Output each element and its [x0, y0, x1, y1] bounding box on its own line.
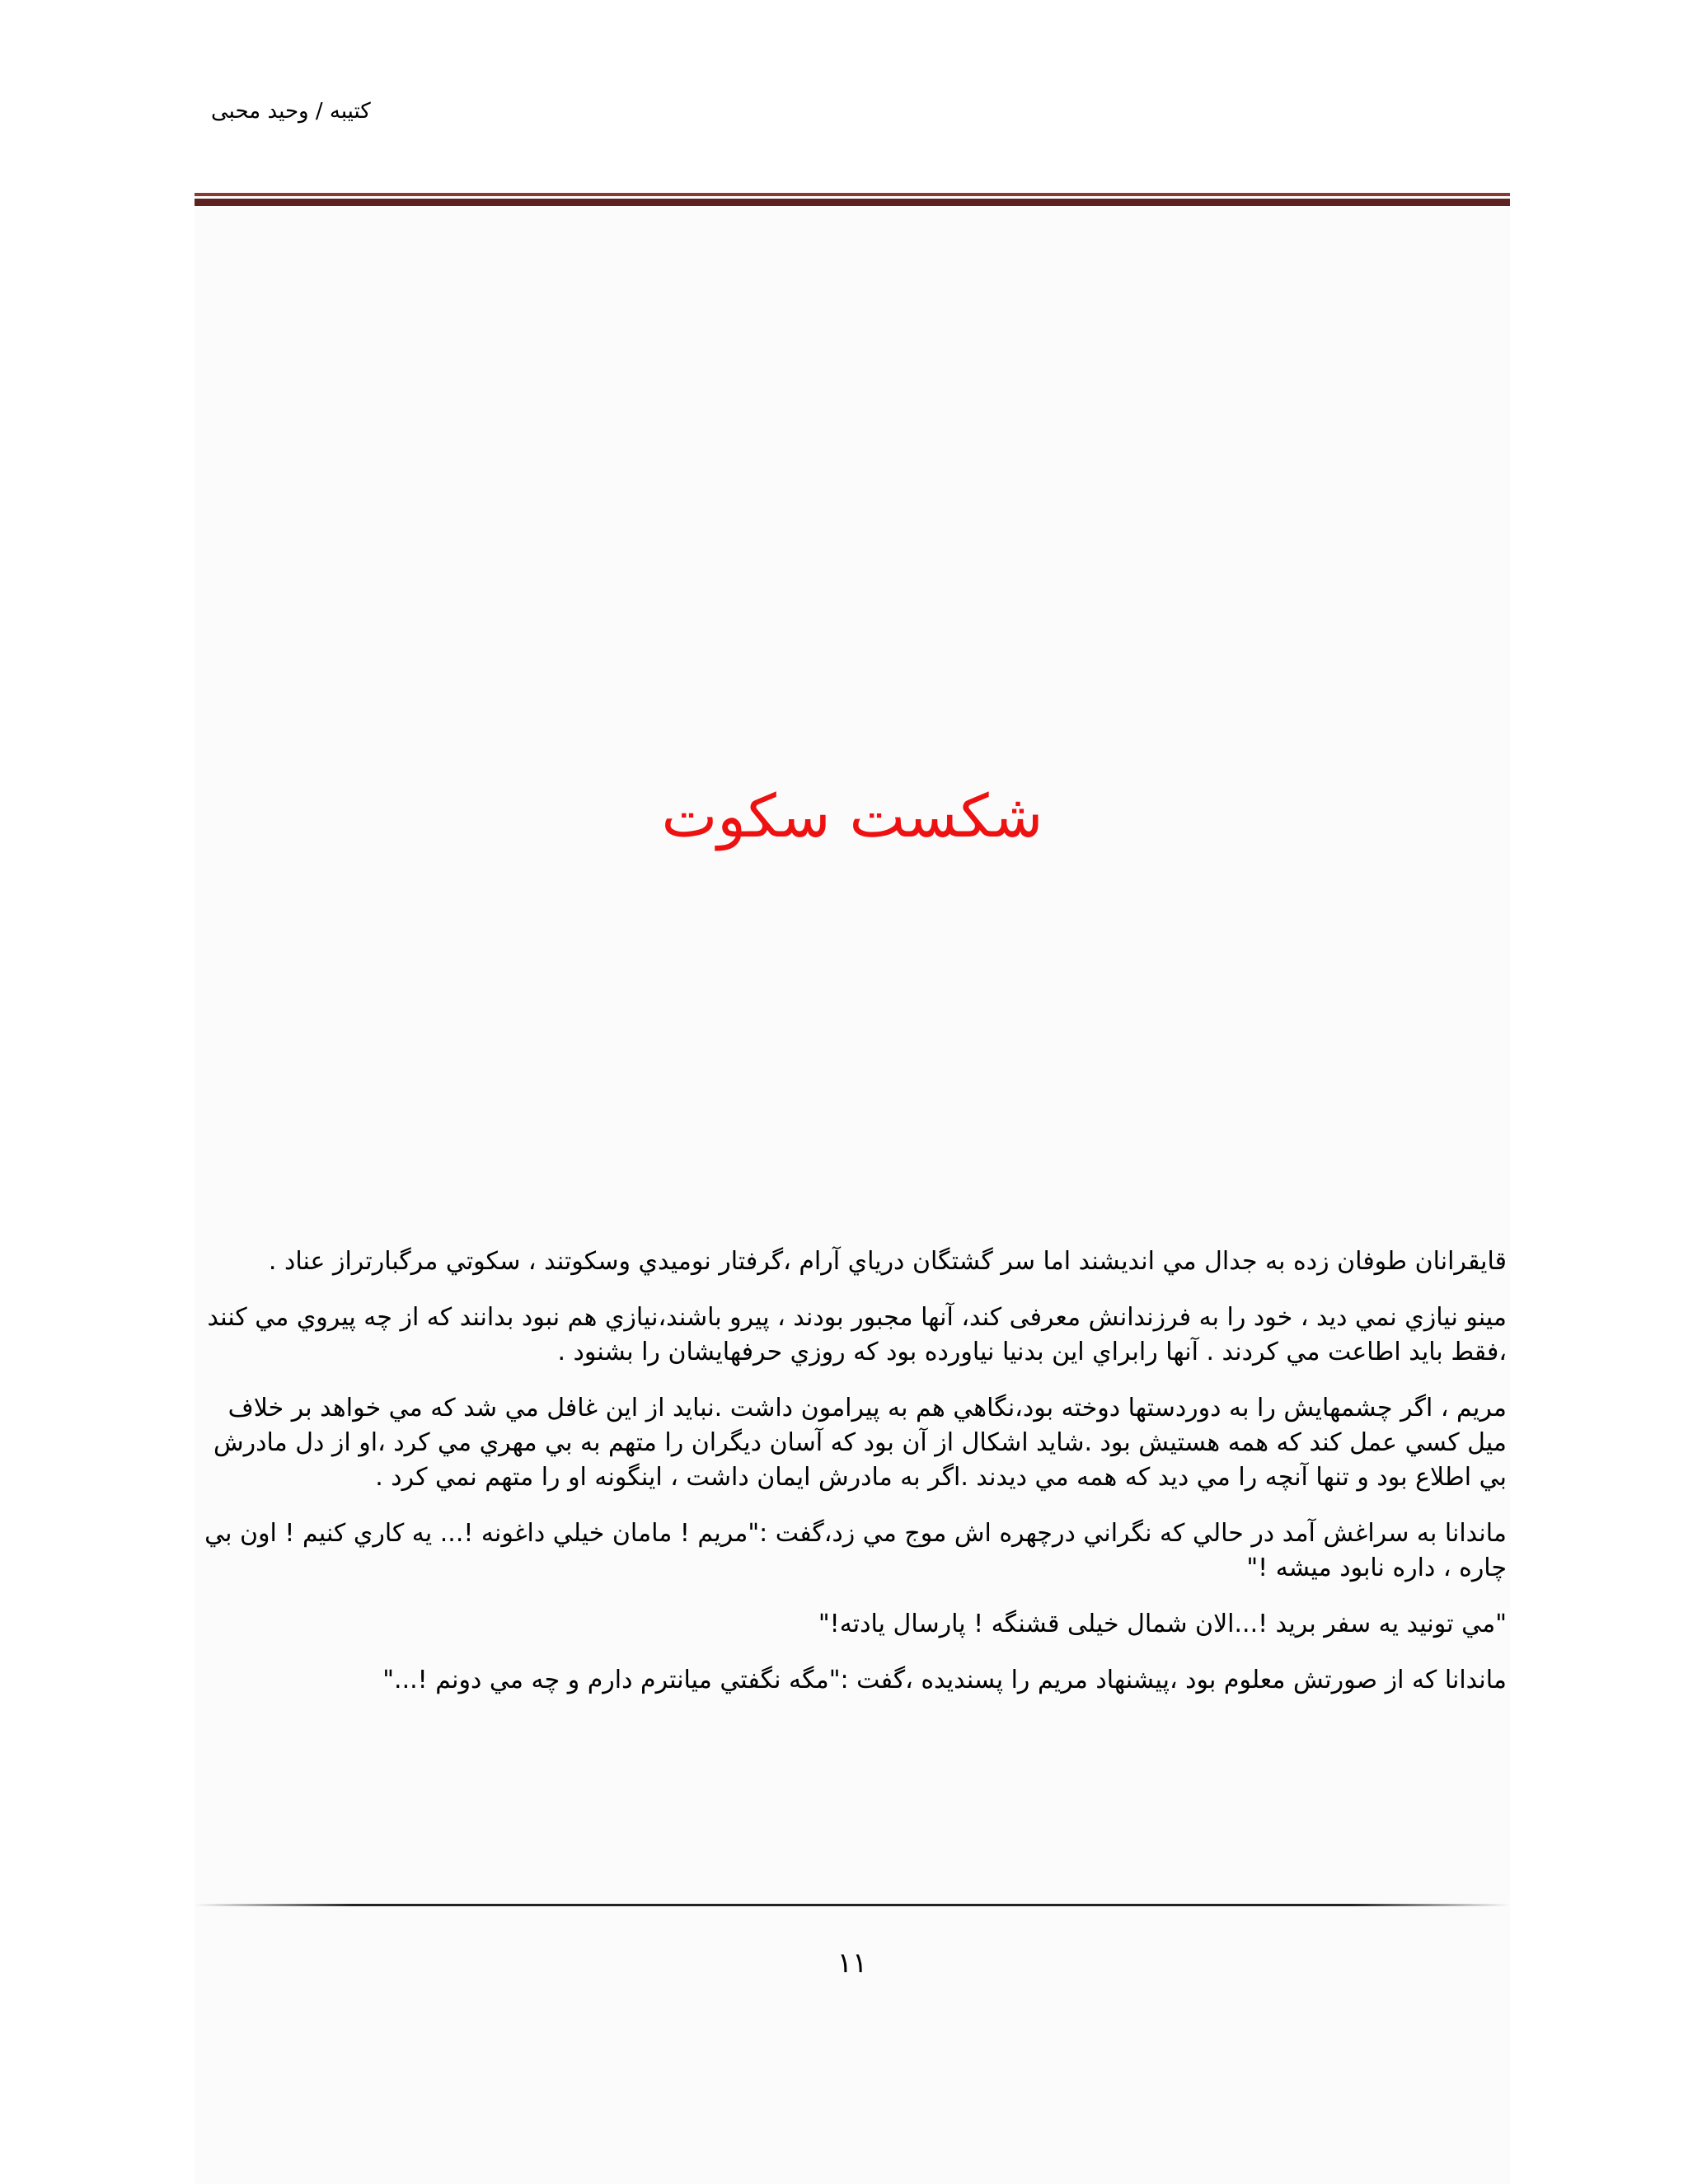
- paragraph: مريم ، اگر چشمهايش را به دوردستها دوخته بود،نگاهي هم به پيرامون داشت .نبايد از اين غافل مي شد كه مي خواهد بر خلاف ميل كسي عمل كند كه همه هستيش بود .شايد اشكال از آن بود كه آسان ديگران را متهم به بي مهري مي كرد ،او از دل مادرش بي اطلاع بود و تنها آنچه را مي ديد كه همه مي ديدند .اگر به مادرش ايمان داشت ، اينگونه او را متهم نمي كرد .: [213, 1394, 1507, 1492]
- running-header: کتیبه / وحید محبی: [211, 99, 371, 124]
- footer-rule: [195, 1904, 1510, 1906]
- body-text: [198, 1244, 1507, 1719]
- page-number: ۱۱: [837, 1947, 868, 1980]
- paragraph: ماندانا كه از صورتش معلوم بود ،پيشنهاد مريم را پسنديده ،گفت :"مگه نگفتي ميانترم دارم و چه مي دونم !...": [382, 1666, 1507, 1694]
- paragraph: مينو نيازي نمي ديد ، خود را به فرزندانش معرفی کند، آنها مجبور بودند ، پيرو باشند،نيازي هم نبود بدانند كه از چه پيروي مي كنند ،فقط بايد اطاعت مي كردند . آنها رابراي اين بدنيا نياورده بود كه روزي حرفهايشان را بشنود .: [207, 1303, 1507, 1366]
- paragraph: "مي تونيد يه سفر بريد !...الان شمال خيلی قشنگه ! پارسال يادته!": [818, 1610, 1507, 1638]
- paragraph: قايقرانان طوفان زده به جدال مي انديشند اما سر گشتگان درياي آرام ،گرفتار نوميدي وسكوتند ، سكوتي مرگبارتراز عناد .: [268, 1247, 1507, 1276]
- header-rule-thin: [195, 193, 1510, 196]
- paragraph: ماندانا به سراغش آمد در حالي كه نگراني درچهره اش موج مي زد،گفت :"مريم ! مامان خيلي داغونه !... يه كاري كنيم ! اون بي چاره ، داره نابود ميشه !": [204, 1519, 1507, 1582]
- header-rule-thick: [195, 199, 1510, 206]
- page-body-background: [195, 208, 1510, 2184]
- chapter-title: شکست سکوت: [661, 781, 1043, 851]
